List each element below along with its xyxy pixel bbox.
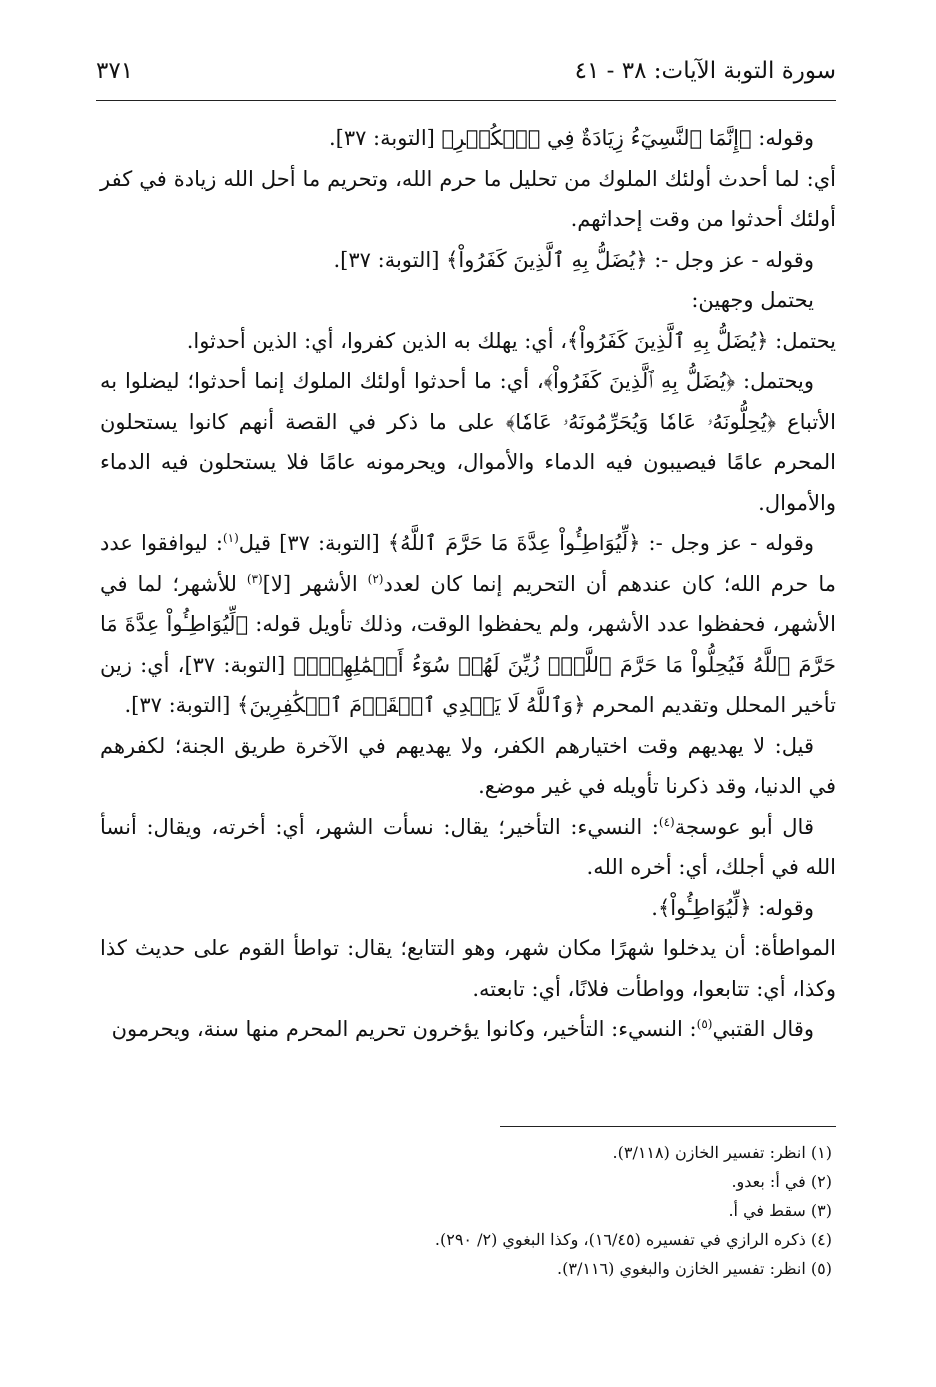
paragraph: وقوله: ﴿إِنَّمَا ٱلنَّسِيٓءُ زِيَادَةٌ فِي ٱلۡكُفۡرِ﴾ [التوبة: ٣٧]. [328,126,814,150]
paragraph: المواطأة: أن يدخلوا شهرًا مكان شهر، وهو التتابع؛ يقال: تواطأ القوم على حديث كذا وكذا، أي: تتابعوا، وواطأت فلانًا، أي: تابعته. [100,936,836,1001]
paragraph [100,1009,836,1050]
footnotes [100,1138,836,1283]
footnote-marker: (٣) [246,571,263,586]
text-run: وقوله - عز وجل -: ﴿لِّيُوَاطِـُٔواْ عِدَّةَ مَا حَرَّمَ ٱللَّهُ﴾ [التوبة: ٣٧] قيل [238,531,814,555]
text-run: : ليوافقوا عدد ما حرم الله؛ كان عندهم أن التحريم إنما كان لعدد [100,531,836,596]
footnote-divider [500,1126,836,1127]
footnote-marker: (٤) [658,814,675,829]
paragraph: يحتمل: ﴿يُضَلُّ بِهِ ٱلَّذِينَ كَفَرُواْ﴾، أي: يهلك به الذين كفروا، أي: الذين أحدثوا. [186,328,836,353]
paragraph: أي: لما أحدث أولئك الملوك من تحليل ما حرم الله، وتحريم ما أحل الله زيادة في كفر أولئك أحدثوا من وقت إحداثهم. [100,166,836,231]
footnote: (٤) ذكره الرازي في تفسيره (١٦/٤٥)، وكذا البغوي (٢/ ٢٩٠). [434,1230,832,1249]
footnote-marker: (٢) [367,571,384,586]
main-text [100,118,836,1050]
text-run: : النسيء: التأخير، وكانوا يؤخرون تحريم المحرم منها سنة، ويحرمون [111,1017,697,1041]
paragraph: يحتمل وجهين: [691,288,814,312]
paragraph: قيل: لا يهديهم وقت اختيارهم الكفر، ولا يهديهم في الآخرة طريق الجنة؛ لكفرهم في الدنيا، وقد ذكرنا تأويله في غير موضع. [100,733,836,798]
paragraph: ويحتمل: ﴿يُضَلُّ بِهِ ٱلَّذِينَ كَفَرُواْ﴾، أي: ما أحدثوا أولئك الملوك إنما أحدثوا؛ ليضلوا به الأتباع ﴿يُحِلُّونَهُۥ عَامٗا وَيُحَرِّمُونَهُۥ عَامٗا﴾ على ما ذكر في القصة أنهم كانوا يستحلون المحرم عامًا فيصيبون فيه الدماء والأموال، ويحرمونه عامًا فلا يستحلون فيه الدماء والأموال. [100,369,836,515]
footnote: (١) انظر: تفسير الخازن (٣/١١٨). [612,1143,832,1162]
footnote-marker: (٥) [696,1017,713,1031]
footnote: (٥) انظر: تفسير الخازن والبغوي (٣/١١٦). [557,1259,832,1278]
text-run: الأشهر [لا] [262,571,368,596]
paragraph: وقوله - عز وجل -: ﴿يُضَلُّ بِهِ ٱلَّذِينَ كَفَرُواْ﴾ [التوبة: ٣٧]. [333,247,814,272]
footnote-marker: (١) [222,531,239,545]
text-run: وقال القتبي [712,1017,814,1041]
paragraph: وقوله: ﴿لِّيُوَاطِـُٔواْ﴾. [651,895,814,920]
running-header [96,58,836,84]
paragraph [100,523,836,726]
page-number: ٣٧١ [96,58,134,84]
footnote: (٢) في أ: بعدو. [731,1172,832,1191]
text-run: للأشهر؛ لما في الأشهر، فحفظوا عدد الأشهر، ولم يحفظوا الوقت، وذلك تأويل قوله: ﴿لِّيُوَاطِـُٔواْ عِدَّةَ مَا حَرَّمَ ٱللَّهُ فَيُحِلُّواْ مَا حَرَّمَ ٱللَّهُۚ زُيِّنَ لَهُمۡ سُوٓءُ أَعۡمَٰلِهِمۡۗ﴾ [التوبة: ٣٧]، أي: زين تأخير المحلل وتقديم المحرم ﴿وَٱللَّهُ لَا يَهۡدِي ٱلۡقَوۡمَ ٱلۡكَٰفِرِينَ﴾ [التوبة: ٣٧]. [100,571,836,717]
text-run: قال أبو عوسجة [674,814,814,839]
header-divider [96,100,836,101]
text-run: : النسيء: التأخير؛ يقال: نسأت الشهر، أي: أخرته، ويقال: أنسأ الله في أجلك، أي: أخره الله. [100,814,836,879]
paragraph [100,807,836,888]
footnote: (٣) سقط في أ. [728,1201,832,1220]
chapter-title: سورة التوبة الآيات: ٣٨ - ٤١ [574,58,836,84]
